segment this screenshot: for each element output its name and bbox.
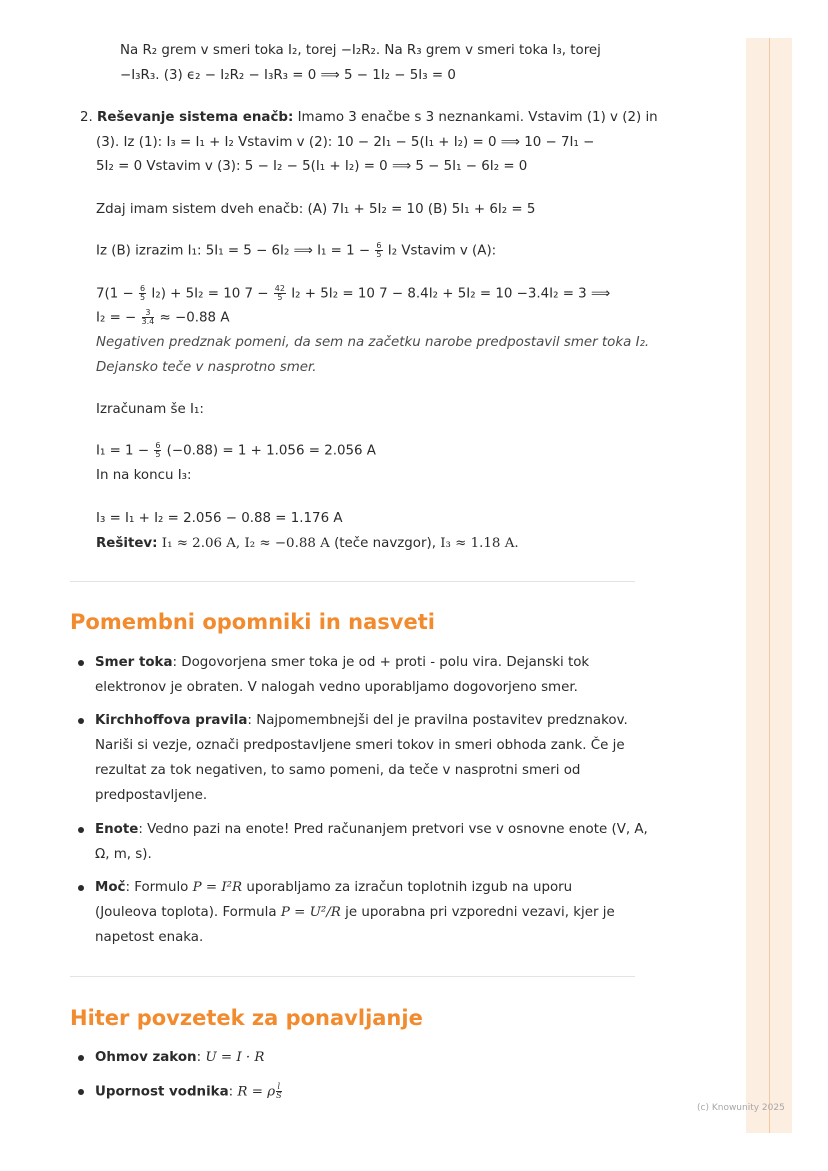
tip-text: : Najpomembnejši del je pravilna postavitev predznakov. [247, 713, 628, 728]
step2-line-3: 5I₂ = 0 Vstavim v (3): 5 − I₂ − 5(I₁ + I₂) = 0 ⟹ 5 − 5I₁ − 6I₂ = 0 [96, 159, 528, 174]
i2-text-b: ≈ −0.88 A [159, 310, 230, 326]
section-heading-tips: Pomembni opomniki in nasveti [70, 610, 435, 634]
fraction-l-over-s [276, 1083, 281, 1100]
tip-label: Kirchhoffova pravila [95, 713, 248, 728]
watermark: (c) Knowunity 2025 [697, 1103, 785, 1113]
tip-text: uporabljamo za izračun toplotnih izgub na uporu [246, 880, 573, 895]
step-number: 2. [80, 110, 93, 125]
fraction-numerator: 6 [155, 441, 161, 450]
fraction-six-fifths [375, 242, 382, 259]
formula-resistance: R = ρ [237, 1084, 276, 1100]
fraction-numerator: l [277, 1082, 281, 1091]
step2-line-2: (3). Iz (1): I₃ = I₁ + I₂ Vstavim v (2): 10 − 2I₁ − 5(I₁ + I₂) = 0 ⟹ 10 − 7I₁ − [96, 135, 595, 150]
solution-label: Rešitev: [96, 536, 158, 551]
bullet-dot [78, 718, 84, 724]
express-text-a: Iz (B) izrazim I₁: 5I₁ = 5 − 6I₂ ⟹ I₁ = 1 − [96, 243, 371, 259]
tip-text: : Vedno pazi na enote! Pred računanjem pretvori vse v osnovne enote (V, A, [138, 822, 648, 837]
bullet-dot [78, 1089, 84, 1095]
i2-result-line [96, 309, 229, 328]
fraction-numerator: 3 [142, 309, 155, 318]
fraction-three-over-3.4 [142, 309, 155, 326]
express-text-b: I₂ Vstavim v (A): [387, 243, 497, 259]
divider [70, 976, 635, 977]
tip-text: : Formulo [125, 880, 189, 895]
bullet-dot [78, 660, 84, 666]
tip-units-line-1 [95, 821, 648, 839]
fraction-denominator: 3.4 [141, 317, 155, 326]
fraction-denominator: 5 [140, 293, 146, 302]
tip-kirchhoff-line-4: predpostavljene. [95, 788, 208, 803]
tip-text: : Dogovorjena smer toka je od + proti - polu vira. Dejanski tok [172, 655, 590, 670]
express-i1-line [96, 242, 496, 261]
tip-power-line-1 [95, 879, 572, 897]
fraction-six-fifths [139, 285, 146, 302]
bullet-dot [78, 1055, 84, 1061]
tip-kirchhoff-line-3: rezultat za tok negativen, to samo pomeni, da teče v nasprotni smeri od [95, 763, 581, 778]
note-line-2: Dejansko teče v nasprotno smer. [96, 360, 317, 375]
tip-power-line-2 [95, 904, 615, 922]
step1-line-1: Na R₂ grem v smeri toka I₂, torej −I₂R₂. Na R₃ grem v smeri toka I₃, torej [120, 43, 601, 58]
fraction-denominator: 5 [277, 293, 283, 302]
step1-line-2: −I₃R₃. (3) ϵ₂ − I₂R₂ − I₃R₃ = 0 ⟹ 5 − 1I₂ − 5I₃ = 0 [120, 68, 456, 83]
tip-kirchhoff-line-1 [95, 712, 628, 730]
subst-text-b: I₂) + 5I₂ = 10 7 − [151, 286, 269, 302]
bullet-dot [78, 827, 84, 833]
tip-units-line-2: Ω, m, s). [95, 847, 152, 862]
substitution-line [96, 285, 610, 304]
i3-result-line: I₃ = I₁ + I₂ = 2.056 − 0.88 = 1.176 A [96, 511, 343, 526]
fraction-six-fifths [154, 442, 161, 459]
subst-text-a: 7(1 − [96, 286, 134, 302]
tip-text: (Jouleova toplota). Formula [95, 905, 277, 920]
fraction-denominator: 5 [376, 250, 382, 259]
summary-label: Ohmov zakon [95, 1050, 197, 1065]
system-of-equations: Zdaj imam sistem dveh enačb: (A) 7I₁ + 5I₂ = 10 (B) 5I₁ + 6I₂ = 5 [96, 202, 536, 217]
formula-joule: P = I²R [192, 880, 243, 895]
calc-i3-label: In na koncu I₃: [96, 468, 192, 483]
note-line-1: Negativen predznak pomeni, da sem na začetku narobe predpostavil smer toka I₂. [96, 335, 650, 350]
solution-line [96, 535, 519, 553]
step2-line-1 [80, 109, 658, 127]
divider [70, 581, 635, 582]
fraction-numerator: 42 [274, 284, 285, 293]
subst-text-c: I₂ + 5I₂ = 10 7 − 8.4I₂ + 5I₂ = 10 −3.4I₂ = 3 ⟹ [291, 286, 611, 302]
fraction-denominator: S [276, 1091, 282, 1100]
solution-values-a: I₁ ≈ 2.06 A, I₂ ≈ −0.88 A [161, 536, 330, 551]
tip-label: Enote [95, 822, 139, 837]
section-heading-summary: Hiter povzetek za ponavljanje [70, 1006, 423, 1030]
solution-note: (teče navzgor), [334, 536, 436, 551]
tip-direction-line-1 [95, 654, 589, 672]
fraction-numerator: 6 [140, 284, 146, 293]
summary-ohm [95, 1049, 265, 1067]
calc-i1-label: Izračunam še I₁: [96, 402, 204, 417]
formula-parallel: P = U²/R [280, 905, 341, 920]
bullet-dot [78, 885, 84, 891]
summary-sep: : [196, 1050, 202, 1065]
i1-text-b: (−0.88) = 1 + 1.056 = 2.056 A [166, 443, 376, 459]
summary-resistance [95, 1083, 283, 1102]
tip-label: Moč [95, 880, 126, 895]
tip-text: je uporabna pri vzporedni vezavi, kjer je [345, 905, 615, 920]
solution-values-c: I₃ ≈ 1.18 A. [440, 536, 519, 551]
step-text: Imamo 3 enačbe s 3 neznankami. Vstavim (1) v (2) in [297, 110, 658, 125]
right-margin-line [769, 38, 770, 1133]
formula-ohm: U = I · R [205, 1050, 265, 1065]
tip-power-line-3: napetost enaka. [95, 930, 204, 945]
fraction-fortytwo-fifths [274, 285, 286, 302]
tip-label: Smer toka [95, 655, 173, 670]
i1-text-a: I₁ = 1 − [96, 443, 150, 459]
i1-result-line [96, 442, 376, 461]
step-title: Reševanje sistema enačb: [97, 110, 294, 125]
summary-label: Upornost vodnika [95, 1084, 229, 1100]
fraction-denominator: 5 [155, 450, 161, 459]
tip-direction-line-2: elektronov je obraten. V nalogah vedno uporabljamo dogovorjeno smer. [95, 680, 578, 695]
tip-kirchhoff-line-2: Nariši si vezje, označi predpostavljene smeri tokov in smeri obhoda zank. Če je [95, 738, 625, 753]
i2-text-a: I₂ = − [96, 310, 137, 326]
summary-sep: : [228, 1084, 234, 1100]
fraction-numerator: 6 [376, 241, 382, 250]
